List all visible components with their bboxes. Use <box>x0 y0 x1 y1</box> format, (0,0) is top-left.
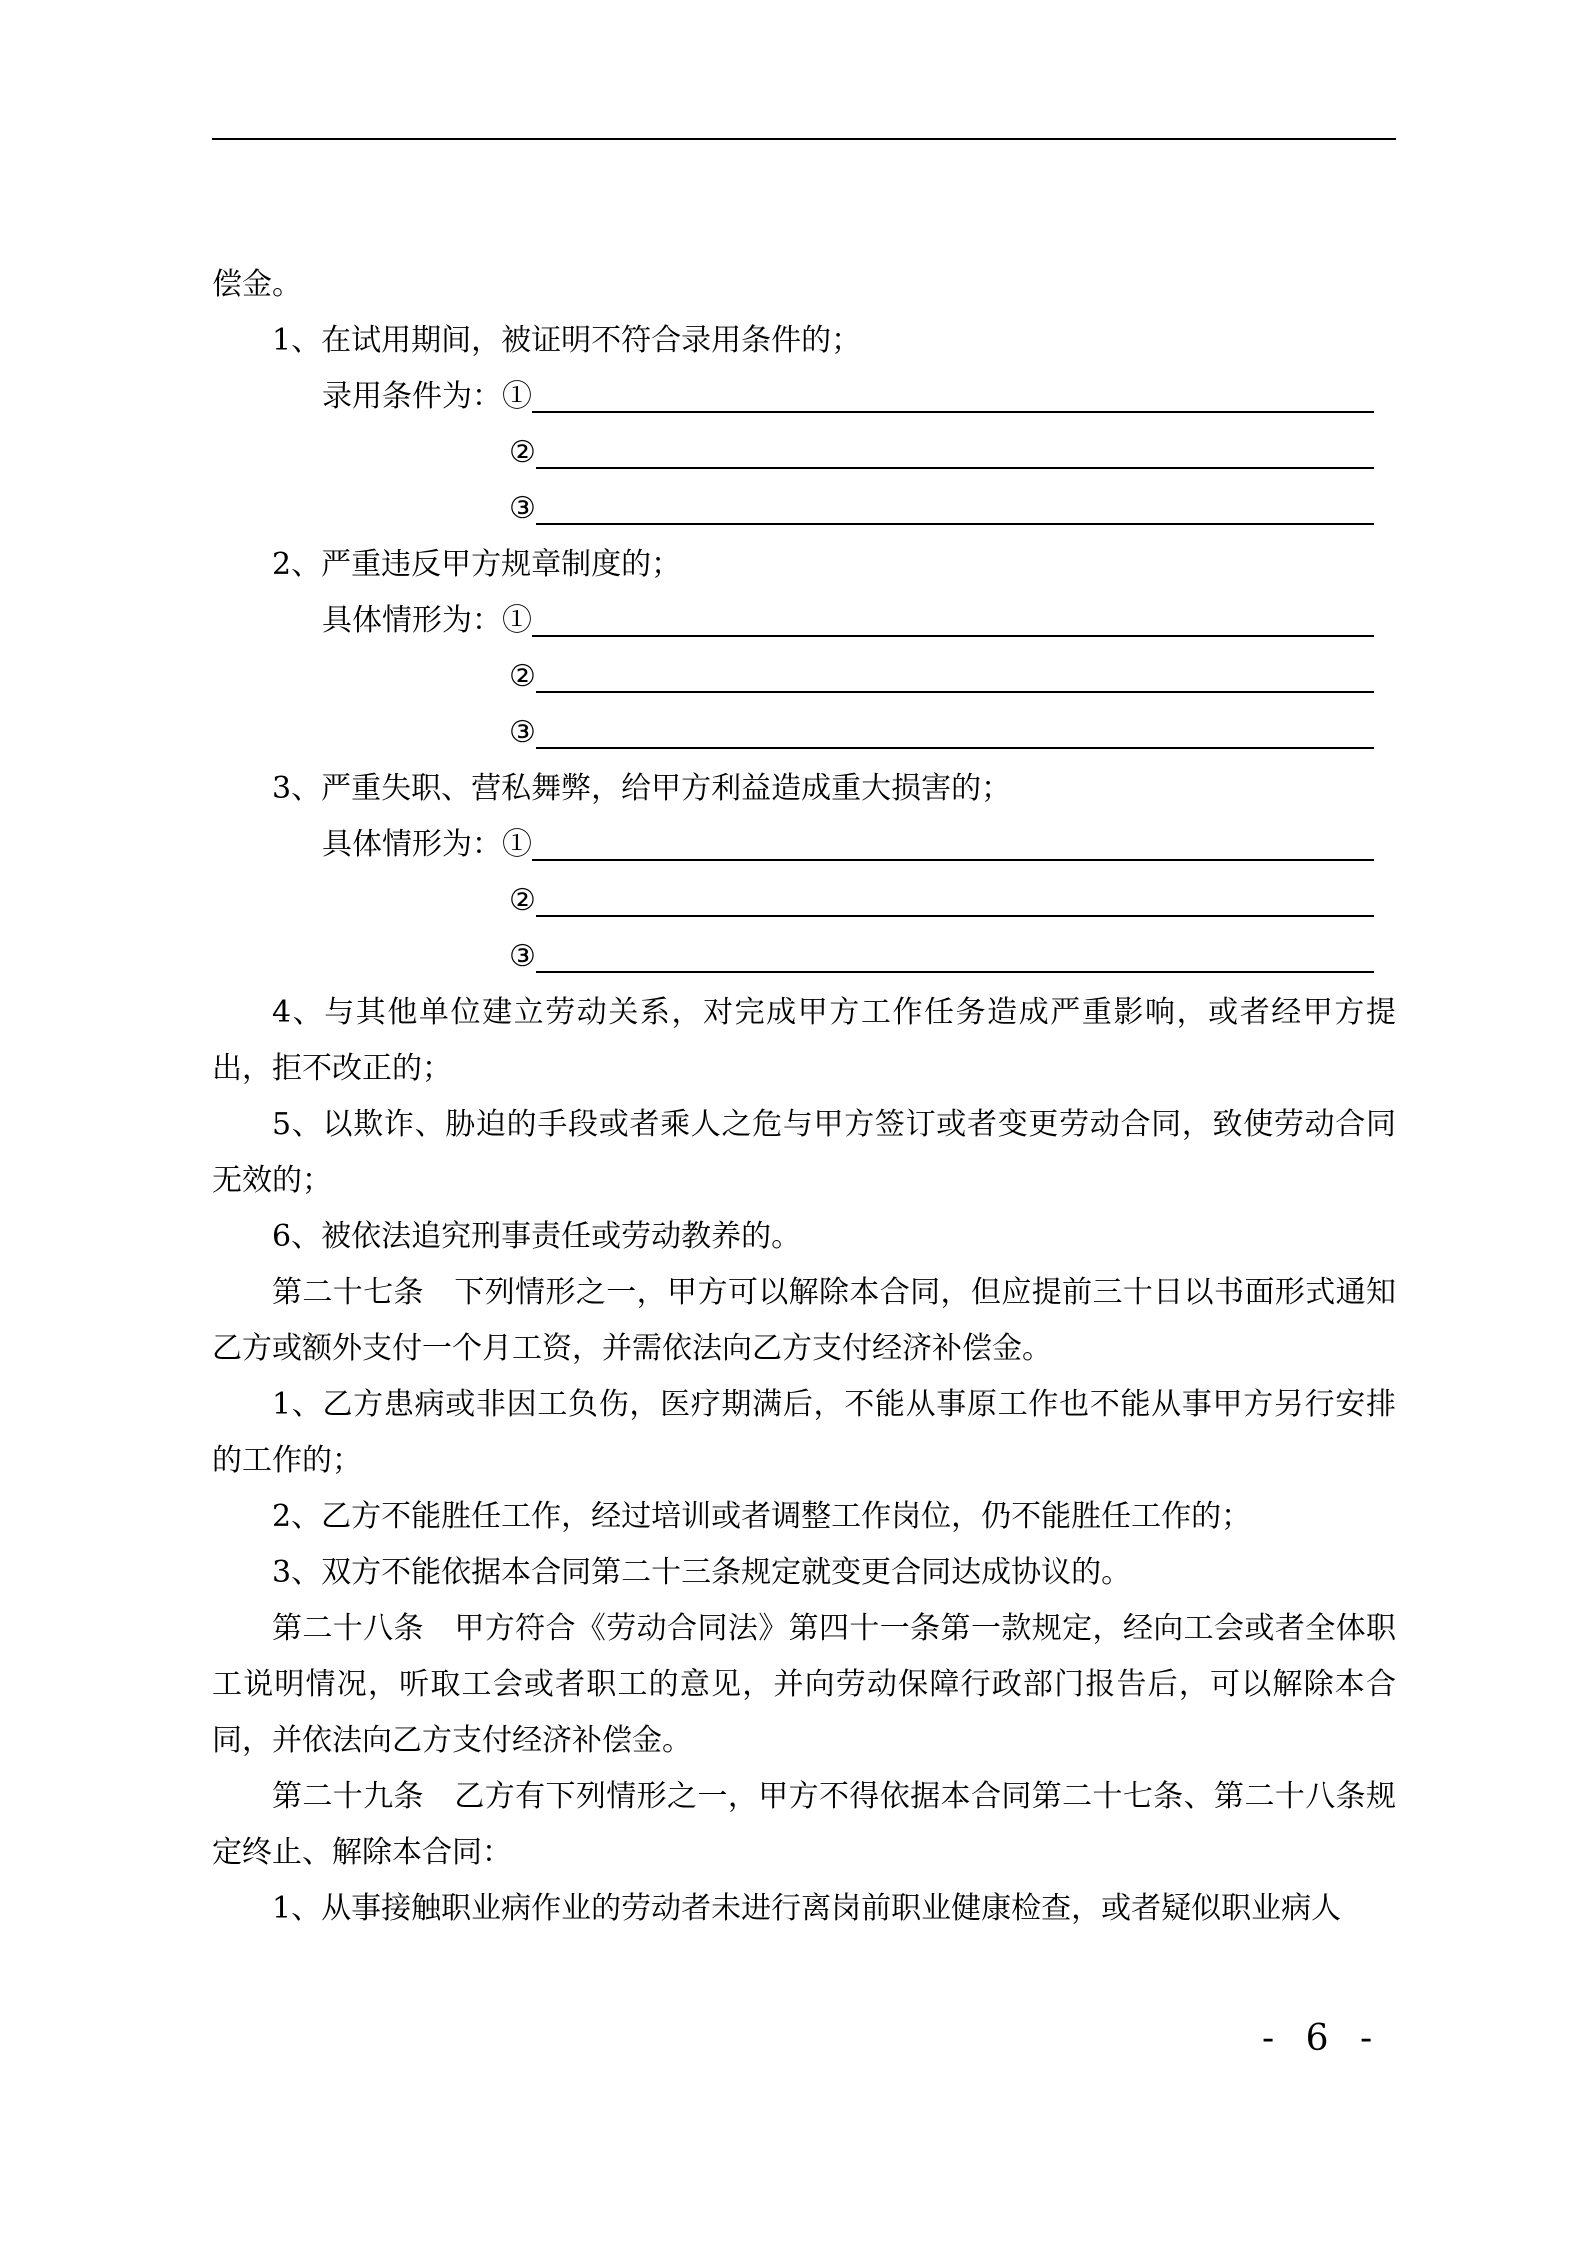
blank-field-line <box>532 635 1374 637</box>
blank-field-line <box>536 971 1374 973</box>
paragraph: 1、从事接触职业病作业的劳动者未进行离岗前职业健康检查，或者疑似职业病人 <box>272 1891 1342 1926</box>
page-number: - 6 - <box>1262 2018 1383 2059</box>
paragraph: 6、被依法追究刑事责任或劳动教养的。 <box>272 1219 802 1254</box>
blank-field-marker: ③ <box>509 939 536 974</box>
blank-field-marker: ② <box>509 883 536 918</box>
paragraph: 3、严重失职、营私舞弊，给甲方利益造成重大损害的； <box>272 771 1012 806</box>
blank-field-line <box>532 859 1374 861</box>
paragraph: 2、严重违反甲方规章制度的； <box>272 547 682 582</box>
paragraph: 3、双方不能依据本合同第二十三条规定就变更合同达成协议的。 <box>272 1555 1132 1590</box>
blank-field-label: 具体情形为：① <box>322 827 532 862</box>
header-rule <box>212 138 1396 140</box>
paragraph: 1、乙方患病或非因工负伤，医疗期满后，不能从事原工作也不能从事甲方另行安排的工作的； <box>212 1387 1396 1478</box>
blank-field-row <box>212 873 1396 929</box>
blank-field-row <box>212 593 1396 649</box>
paragraph: 5、以欺诈、胁迫的手段或者乘人之危与甲方签订或者变更劳动合同，致使劳动合同无效的； <box>212 1107 1396 1198</box>
document-body <box>212 257 1396 1937</box>
paragraph: 4、与其他单位建立劳动关系，对完成甲方工作任务造成严重影响，或者经甲方提出，拒不改正的； <box>212 995 1396 1086</box>
blank-field-row <box>212 369 1396 425</box>
blank-field-row <box>212 481 1396 537</box>
article-paragraph: 第二十八条 甲方符合《劳动合同法》第四十一条第一款规定，经向工会或者全体职工说明情况，听取工会或者职工的意见，并向劳动保障行政部门报告后，可以解除本合同，并依法向乙方支付经济补偿金。 <box>212 1611 1396 1758</box>
paragraph: 2、乙方不能胜任工作，经过培训或者调整工作岗位，仍不能胜任工作的； <box>272 1499 1252 1534</box>
paragraph: 偿金。 <box>212 267 302 302</box>
blank-field-line <box>532 411 1374 413</box>
blank-field-row <box>212 705 1396 761</box>
blank-field-line <box>536 915 1374 917</box>
blank-field-row <box>212 425 1396 481</box>
blank-field-line <box>536 467 1374 469</box>
blank-field-row <box>212 649 1396 705</box>
blank-field-label: 录用条件为：① <box>322 379 532 414</box>
blank-field-line <box>536 691 1374 693</box>
blank-field-marker: ③ <box>509 491 536 526</box>
article-paragraph: 第二十九条 乙方有下列情形之一，甲方不得依据本合同第二十七条、第二十八条规定终止、解除本合同： <box>212 1779 1396 1870</box>
blank-field-row <box>212 929 1396 985</box>
blank-field-marker: ② <box>509 435 536 470</box>
article-paragraph: 第二十七条 下列情形之一，甲方可以解除本合同，但应提前三十日以书面形式通知乙方或额外支付一个月工资，并需依法向乙方支付经济补偿金。 <box>212 1275 1396 1366</box>
blank-field-line <box>536 747 1374 749</box>
blank-field-row <box>212 817 1396 873</box>
paragraph: 1、在试用期间，被证明不符合录用条件的； <box>272 323 862 358</box>
blank-field-marker: ③ <box>509 715 536 750</box>
blank-field-label: 具体情形为：① <box>322 603 532 638</box>
blank-field-marker: ② <box>509 659 536 694</box>
blank-field-line <box>536 523 1374 525</box>
